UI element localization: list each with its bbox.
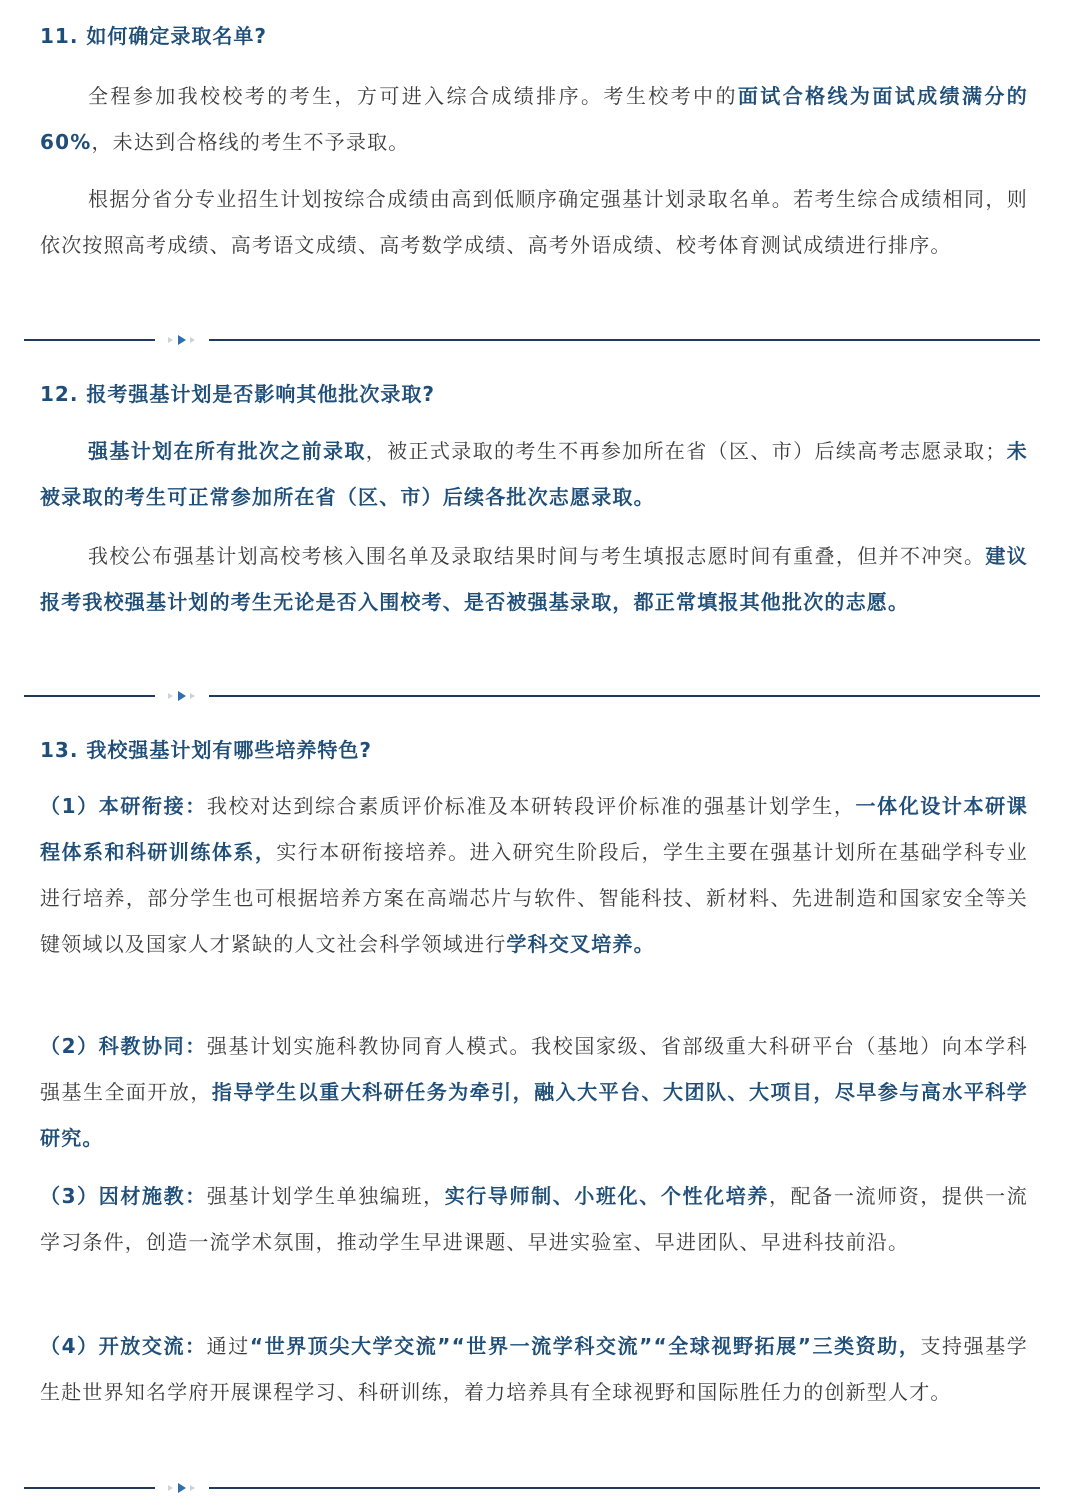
text: 强基计划实施科教协同育人模式。我校国家级、省部级重大科研平台（基地）向本学科强基生全面开放， xyxy=(40,1034,1028,1104)
divider-line xyxy=(209,1487,1040,1489)
divider-line xyxy=(209,695,1040,697)
section-divider xyxy=(24,334,1040,346)
double-arrow-divider-icon xyxy=(166,690,206,702)
question-12-title: 12. 报考强基计划是否影响其他批次录取? xyxy=(40,382,435,406)
highlight: 指导学生以重大科研任务为牵引，融入大平台、大团队、大项目，尽早参与高水平科学研究。 xyxy=(40,1080,1028,1150)
text: ，被正式录取的考生不再参加所在省（区、市）后续高考志愿录取； xyxy=(365,439,1007,463)
question-12-paragraph-1 xyxy=(40,428,1028,520)
highlight: “世界顶尖大学交流”“世界一流学科交流”“全球视野拓展”三类资助， xyxy=(249,1334,921,1358)
double-arrow-divider-icon xyxy=(166,334,206,346)
highlight: 强基计划在所有批次之前录取 xyxy=(88,439,366,463)
question-11-paragraph-1 xyxy=(40,73,1028,165)
highlight: 实行导师制、小班化、个性化培养 xyxy=(444,1184,769,1208)
divider-line xyxy=(209,339,1040,341)
text: 强基计划学生单独编班， xyxy=(206,1184,445,1208)
text: 通过 xyxy=(206,1334,250,1358)
highlight: 学科交叉培养。 xyxy=(506,932,655,956)
text: 实行本研衔接培养。进入研究生阶段后，学生主要在强基计划所在基础学科专业进行培养，部分学生也可根据培养方案在高端芯片与软件、智能科技、新材料、先进制造和国家安全等关键领域以及国家人才紧缺的人文社会科学领域进行 xyxy=(40,840,1028,956)
question-11-title: 11. 如何确定录取名单? xyxy=(40,24,267,48)
text: 支持强基学生赴世界知名学府开展课程学习、科研训练，着力培养具有全球视野和国际胜任力的创新型人才。 xyxy=(40,1334,1029,1404)
highlight: 建议报考我校强基计划的考生无论是否入围校考、是否被强基录取，都正常填报其他批次的志愿。 xyxy=(40,544,1028,614)
divider-line xyxy=(24,339,155,341)
feature-label: （1）本研衔接： xyxy=(40,794,207,818)
question-11-paragraph-2: 根据分省分专业招生计划按综合成绩由高到低顺序确定强基计划录取名单。若考生综合成绩相同，则依次按照高考成绩、高考语文成绩、高考数学成绩、高考外语成绩、校考体育测试成绩进行排序。 xyxy=(40,187,1028,257)
divider-line xyxy=(24,1487,155,1489)
feature-label: （3）因材施教： xyxy=(40,1184,207,1208)
highlight: 面试合格线为面试成绩满分的60% xyxy=(40,84,1028,154)
text: ，配备一流师资，提供一流学习条件，创造一流学术氛围，推动学生早进课题、早进实验室、早进团队、早进科技前沿。 xyxy=(40,1184,1028,1254)
text: ，未达到合格线的考生不予录取。 xyxy=(91,130,410,154)
divider-line xyxy=(24,695,155,697)
section-divider xyxy=(24,1482,1040,1494)
question-12-paragraph-2 xyxy=(40,533,1028,625)
highlight: 未被录取的考生可正常参加所在省（区、市）后续各批次志愿录取。 xyxy=(40,439,1029,509)
text: 我校对达到综合素质评价标准及本研转段评价标准的强基计划学生， xyxy=(206,794,856,818)
feature-item xyxy=(40,1023,1028,1161)
section-divider xyxy=(24,690,1040,702)
feature-item xyxy=(40,783,1028,967)
highlight: 一体化设计本研课程体系和科研训练体系， xyxy=(40,794,1028,864)
feature-label: （4）开放交流： xyxy=(40,1334,207,1358)
feature-label: （2）科教协同： xyxy=(40,1034,207,1058)
double-arrow-divider-icon xyxy=(166,1482,206,1494)
feature-item xyxy=(40,1173,1028,1265)
text: 我校公布强基计划高校考核入围名单及录取结果时间与考生填报志愿时间有重叠，但并不冲突。 xyxy=(88,544,986,568)
feature-item xyxy=(40,1323,1028,1415)
question-13-title: 13. 我校强基计划有哪些培养特色? xyxy=(40,738,372,762)
text: 全程参加我校校考的考生，方可进入综合成绩排序。考生校考中的 xyxy=(88,84,738,108)
